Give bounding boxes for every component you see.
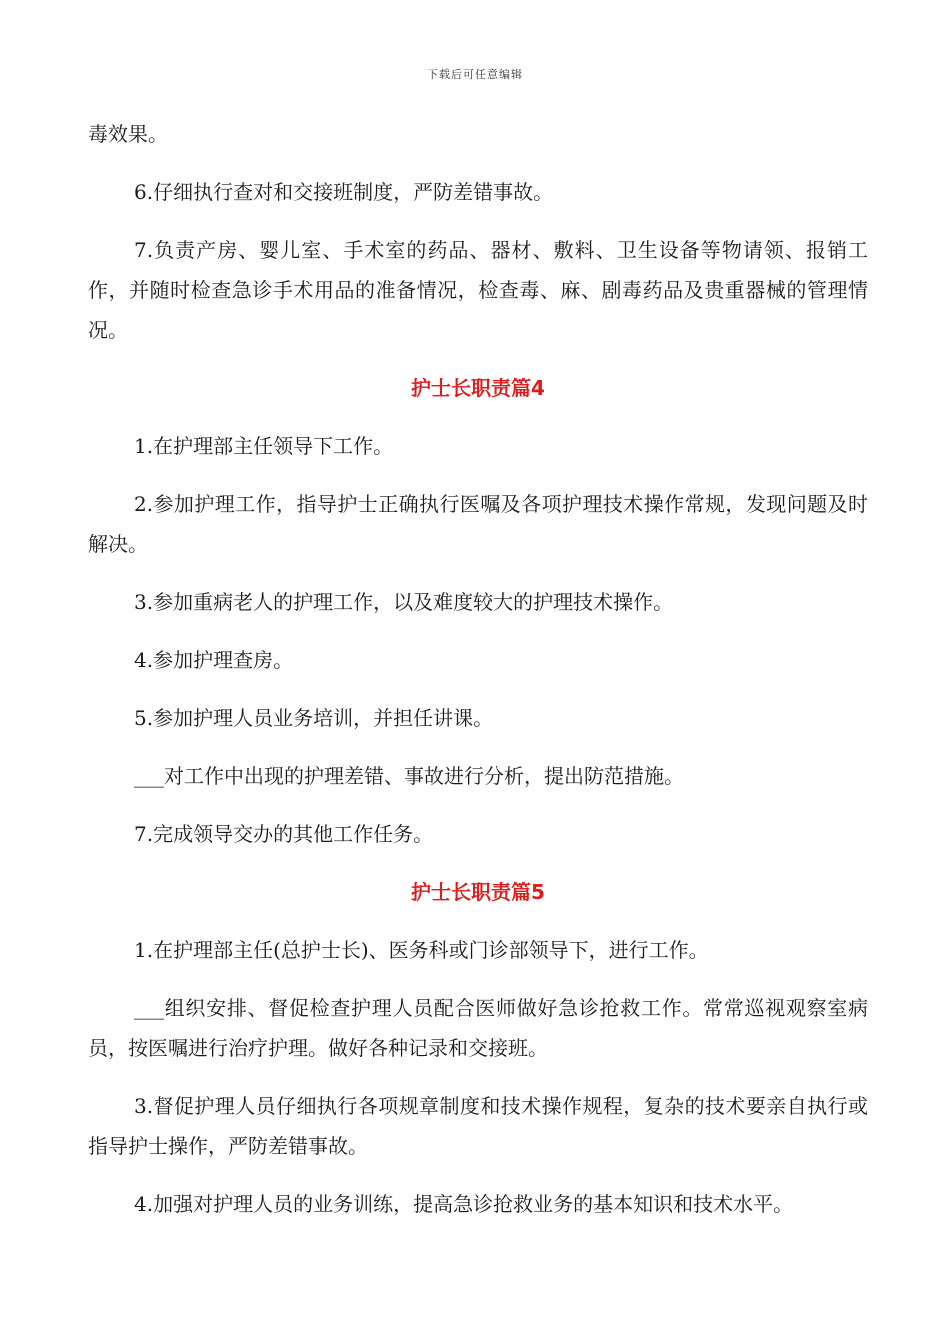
paragraph: 4.加强对护理人员的业务训练，提高急诊抢救业务的基本知识和技术水平。 [134, 1192, 794, 1216]
section-heading: 护士长职责篇4 [411, 376, 545, 400]
paragraph: 1.在护理部主任(总护士长)、医务科或门诊部领导下，进行工作。 [134, 938, 709, 962]
paragraph: ___组织安排、督促检查护理人员配合医师做好急诊抢救工作。常常巡视观察室病员，按医嘱进行治疗护理。做好各种记录和交接班。 [88, 996, 868, 1060]
paragraph: 5.参加护理人员业务培训，并担任讲课。 [134, 706, 494, 730]
section-heading: 护士长职责篇5 [411, 880, 545, 904]
paragraph: 1.在护理部主任领导下工作。 [134, 434, 394, 458]
paragraph: 3.督促护理人员仔细执行各项规章制度和技术操作规程，复杂的技术要亲自执行或指导护士操作，严防差错事故。 [88, 1094, 868, 1158]
page-header: 下载后可任意编辑 [427, 68, 523, 81]
paragraph: 6.仔细执行查对和交接班制度，严防差错事故。 [134, 180, 554, 204]
paragraph: 7.负责产房、婴儿室、手术室的药品、器材、敷料、卫生设备等物请领、报销工作，并随时检查急诊手术用品的准备情况，检查毒、麻、剧毒药品及贵重器械的管理情况。 [88, 238, 868, 342]
paragraph: 7.完成领导交办的其他工作任务。 [134, 822, 434, 846]
paragraph: 毒效果。 [88, 122, 168, 146]
paragraph: ___对工作中出现的护理差错、事故进行分析，提出防范措施。 [134, 764, 684, 788]
paragraph: 3.参加重病老人的护理工作，以及难度较大的护理技术操作。 [134, 590, 674, 614]
document-body [88, 114, 868, 1242]
paragraph: 2.参加护理工作，指导护士正确执行医嘱及各项护理技术操作常规，发现问题及时解决。 [88, 492, 868, 556]
paragraph: 4.参加护理查房。 [134, 648, 294, 672]
